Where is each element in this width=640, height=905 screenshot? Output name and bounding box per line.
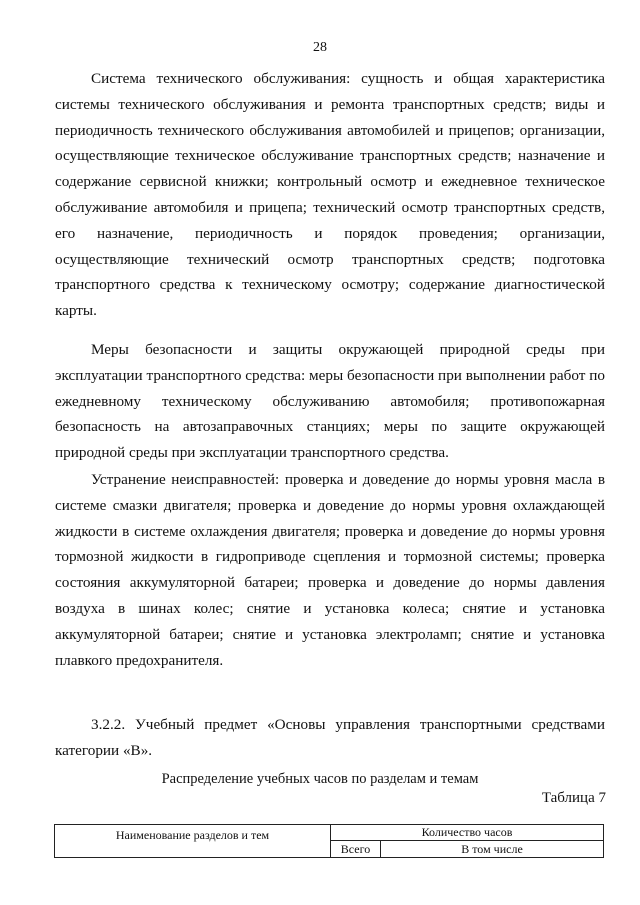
header-section-name: Наименование разделов и тем [55, 825, 331, 857]
paragraph-text: 3.2.2. Учебный предмет «Основы управления транспортными средствами категории «В». [55, 716, 605, 759]
paragraph-maintenance-system [55, 66, 605, 324]
header-including: В том числе [461, 842, 523, 856]
paragraph-subject-heading [55, 712, 605, 764]
table-header [54, 824, 604, 858]
table-caption: Распределение учебных часов по разделам и темам [161, 771, 479, 787]
page-number: 28 [313, 40, 327, 55]
header-hours-count: Количество часов [331, 825, 603, 841]
table-number: Таблица 7 [541, 790, 606, 806]
paragraph-text: Система технического обслуживания: сущность и общая характеристика системы технического обслуживания и ремонта транспортных средств; виды и периодичность технического обслуживания автомобилей и прицепов; организации, осуществляющие техническое обслуживание транспортных средств; назначение и содержание сервисной книжки; контрольный осмотр и ежедневное техническое обслуживание автомобиля и прицепа; технический осмотр транспортных средств, его назначение, периодичность и порядок проведения; организации, осуществляющие технический осмотр транспортных средств; подготовка транспортного средства к техническому осмотру; содержание диагностической карты. [55, 70, 605, 320]
paragraph-text: Меры безопасности и защиты окружающей природной среды при эксплуатации транспортного средства: меры безопасности при выполнении работ по ежедневному техническому обслуживанию автомобиля; противопожарная безопасность на автозаправочных станциях; меры по защите окружающей природной среды при эксплуатации транспортного средства. [55, 341, 605, 462]
paragraph-troubleshooting [55, 467, 605, 673]
paragraph-text: Устранение неисправностей: проверка и доведение до нормы уровня масла в системе смазки двигателя; проверка и доведение до нормы уровня охлаждающей жидкости в системе охлаждения двигателя; проверка и доведение до нормы уровня тормозной жидкости в гидроприводе сцепления и тормозной системы; проверка состояния аккумуляторной батареи; проверка и доведение до нормы давления воздуха в шинах колес; снятие и установка колеса; снятие и установка аккумуляторной батареи; снятие и установка электроламп; снятие и установка плавкого предохранителя. [55, 471, 605, 669]
header-total: Всего [331, 841, 381, 857]
paragraph-safety-measures [55, 337, 605, 466]
